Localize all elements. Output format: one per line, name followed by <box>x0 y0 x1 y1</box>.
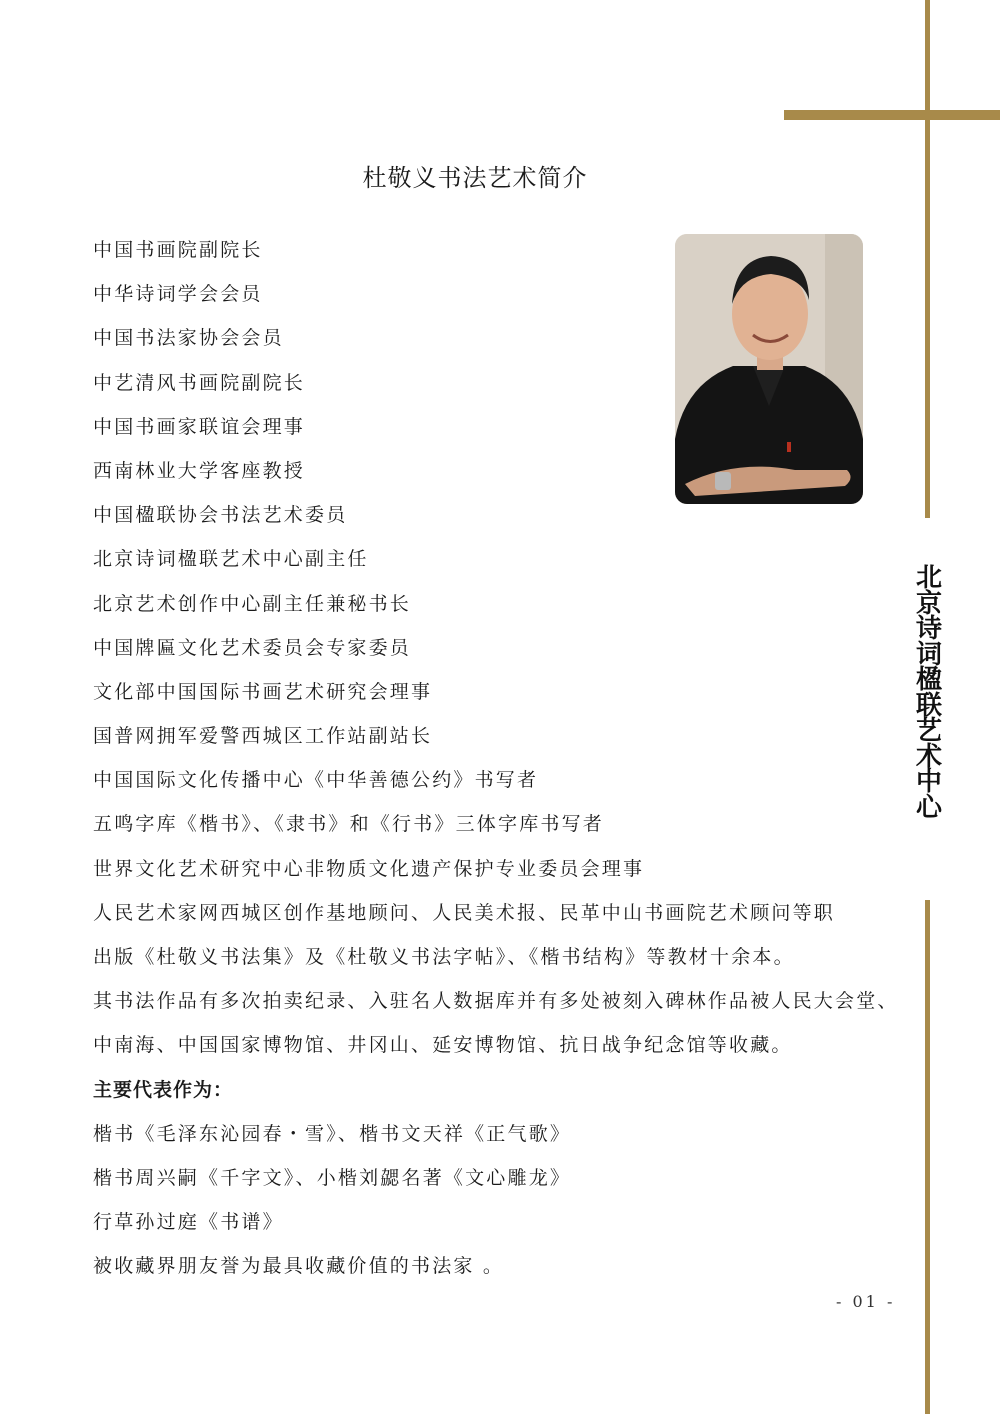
profile-line: 中国国际文化传播中心《中华善德公约》书写者 <box>93 769 539 792</box>
works-line: 楷书《毛泽东沁园春・雪》、楷书文天祥《正气歌》 <box>93 1122 572 1145</box>
works-line: 被收藏界朋友誉为最具收藏价值的书法家 。 <box>93 1255 505 1278</box>
profile-line: 北京艺术创作中心副主任兼秘书长 <box>93 592 412 615</box>
profile-line: 中华诗词学会会员 <box>93 283 263 306</box>
profile-line: 出版《杜敬义书法集》及《杜敬义书法字帖》、《楷书结构》等教材十余本。 <box>93 946 795 968</box>
profile-line: 中国书画院副院长 <box>93 239 263 261</box>
works-line: 楷书周兴嗣《千字文》、小楷刘勰名著《文心雕龙》 <box>93 1166 572 1189</box>
profile-line: 中艺清风书画院副院长 <box>93 371 306 394</box>
seal-character: 心 <box>915 792 942 823</box>
profile-line: 中国书法家协会会员 <box>93 327 284 350</box>
seal-character: 北 <box>915 563 942 593</box>
gold-vertical-rule-top <box>925 0 930 518</box>
profile-line: 五鸣字库《楷书》、《隶书》和《行书》三体字库书写者 <box>93 813 605 836</box>
profile-line: 西南林业大学客座教授 <box>93 459 306 482</box>
profile-line: 其书法作品有多次拍卖纪录、入驻名人数据库并有多处被刻入碑林作品被人民大会堂、 <box>93 990 899 1013</box>
seal-character: 联 <box>915 690 942 721</box>
gold-horizontal-bar <box>784 110 1000 120</box>
page-title: 杜敬义书法艺术简介 <box>362 164 588 193</box>
vertical-calligraphy-seal <box>912 563 946 823</box>
profile-line: 中国书画家联谊会理事 <box>93 415 306 438</box>
profile-line: 中南海、中国国家博物馆、井冈山、延安博物馆、抗日战争纪念馆等收藏。 <box>93 1034 793 1057</box>
profile-line: 国普网拥军爱警西城区工作站副站长 <box>93 725 433 748</box>
seal-character: 术 <box>915 741 942 772</box>
seal-character: 诗 <box>915 614 942 644</box>
seal-character: 词 <box>915 639 942 670</box>
profile-line: 人民艺术家网西城区创作基地顾问、人民美术报、民革中山书画院艺术顾问等职 <box>93 901 836 924</box>
seal-character: 中 <box>915 767 942 797</box>
profile-line: 中国牌匾文化艺术委员会专家委员 <box>93 636 412 659</box>
seal-character: 艺 <box>915 716 942 746</box>
gold-vertical-rule-bottom <box>925 900 930 1414</box>
works-line: 行草孙过庭《书谱》 <box>93 1211 284 1234</box>
profile-line: 世界文化艺术研究中心非物质文化遗产保护专业委员会理事 <box>93 857 645 880</box>
seal-character: 京 <box>915 588 942 619</box>
profile-text <box>93 228 899 1289</box>
seal-character: 楹 <box>915 665 942 695</box>
profile-line: 中国楹联协会书法艺术委员 <box>93 504 348 527</box>
profile-line: 北京诗词楹联艺术中心副主任 <box>93 548 369 571</box>
works-heading: 主要代表作为： <box>93 1078 234 1101</box>
page-number: - 01 - <box>836 1292 896 1311</box>
profile-line: 文化部中国国际书画艺术研究会理事 <box>93 680 433 703</box>
